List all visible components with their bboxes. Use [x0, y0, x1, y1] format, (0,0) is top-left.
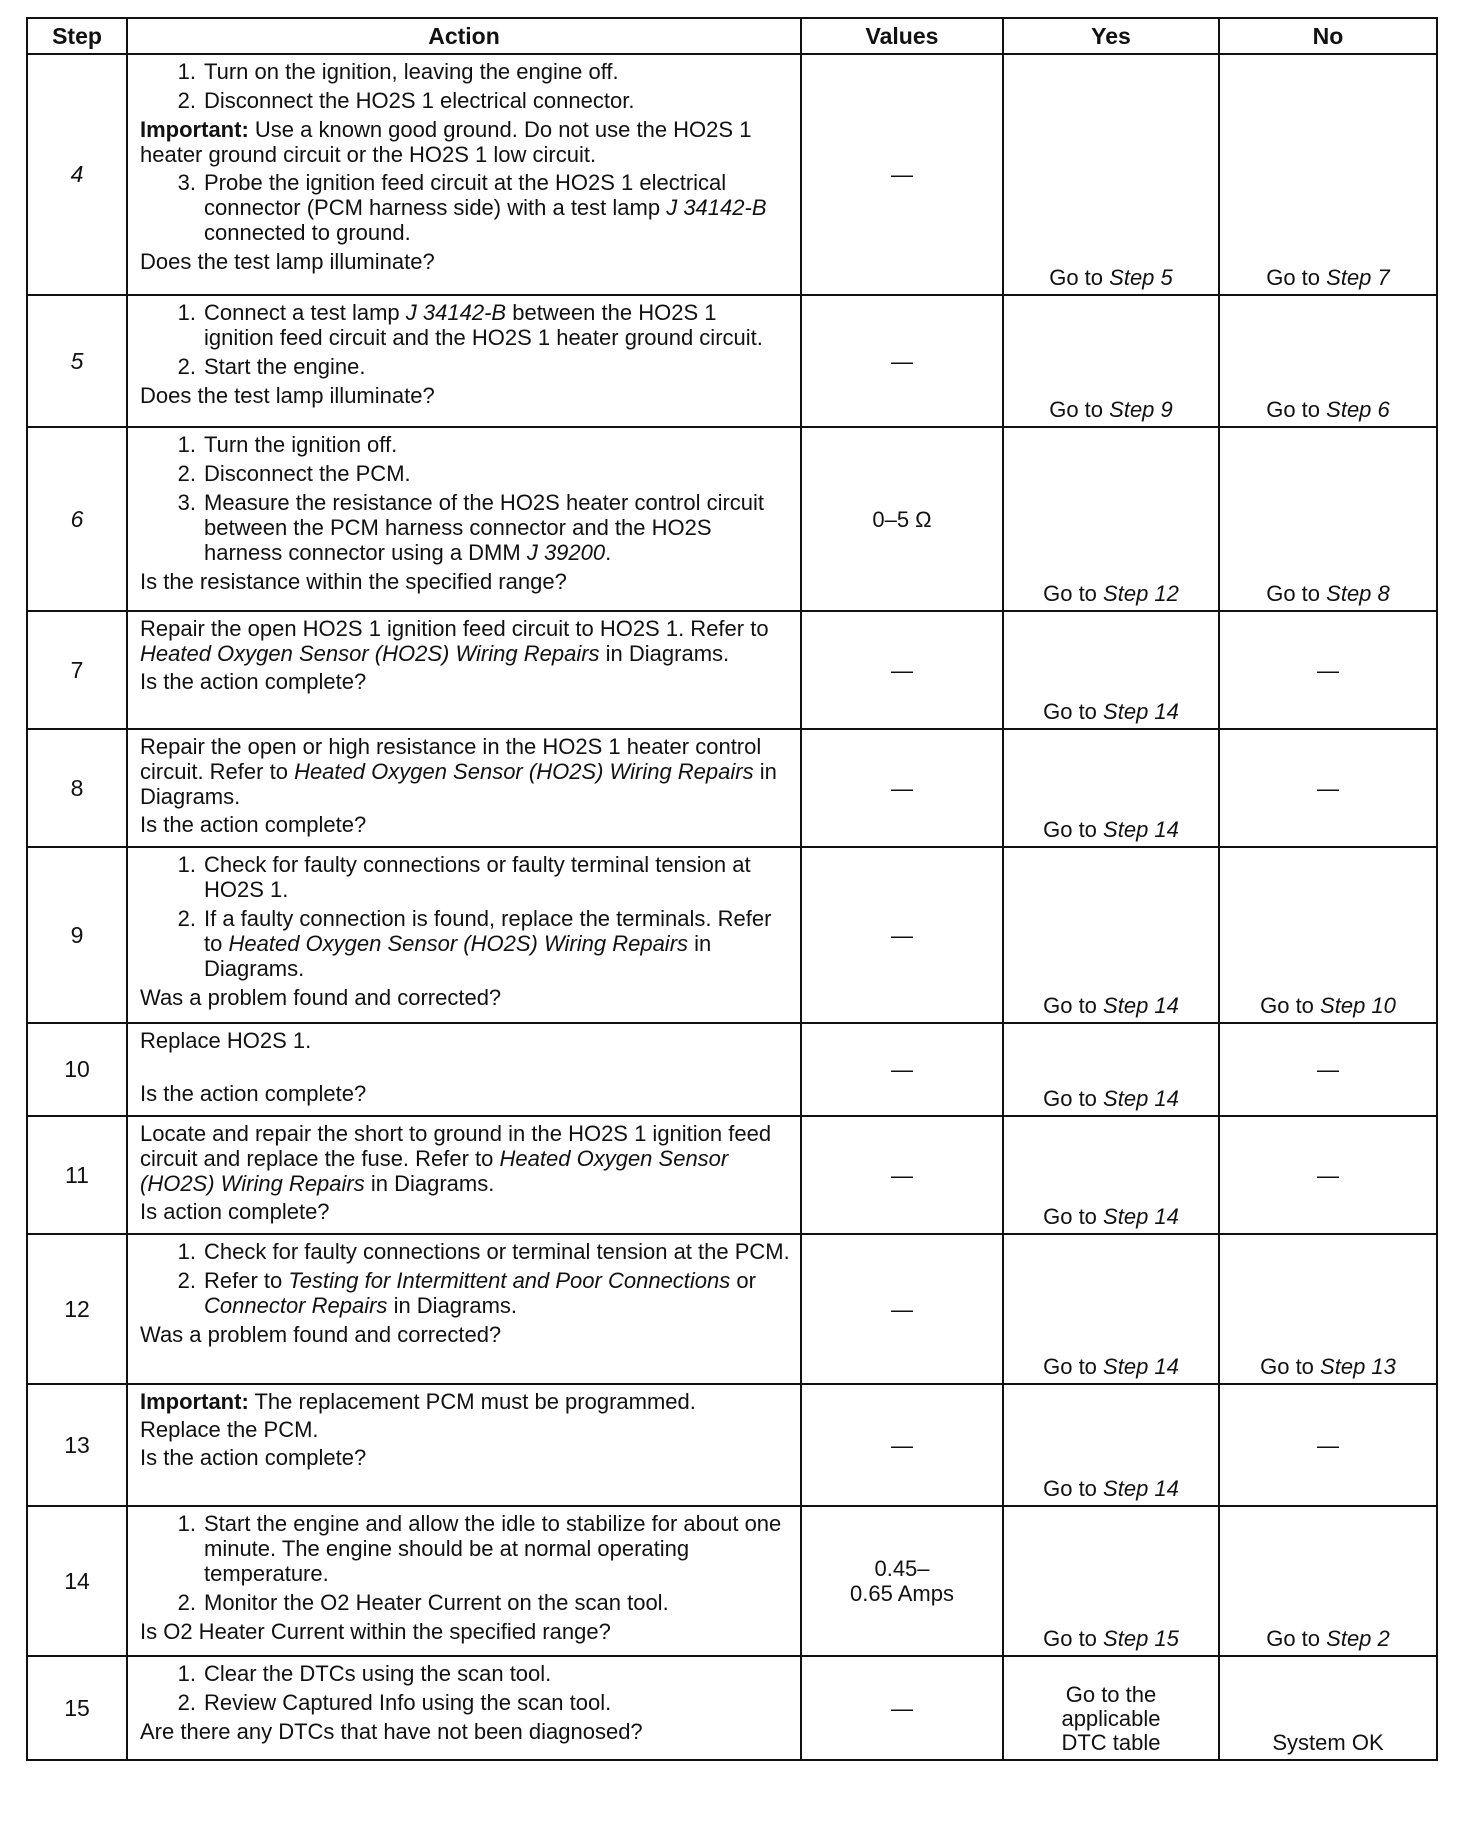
- yes-cell: Go to Step 12: [1003, 427, 1219, 611]
- action-text: Repair the open or high resistance in the HO2S 1 heater control circuit. Refer to Heated Oxygen Sensor (HO2S) Wiring Repairs in Diagrams.: [140, 734, 777, 809]
- yes-cell: Go to Step 14: [1003, 1234, 1219, 1384]
- action-question: Are there any DTCs that have not been diagnosed?: [140, 1719, 643, 1744]
- values-cell: —: [801, 54, 1003, 295]
- action-question: Is the action complete?: [140, 1445, 367, 1470]
- step-number: 5: [27, 295, 127, 427]
- values-cell: —: [801, 1384, 1003, 1506]
- table-row-step-5: [27, 295, 1437, 427]
- no-cell: Go to Step 13: [1219, 1234, 1437, 1384]
- values-cell: —: [801, 295, 1003, 427]
- header-yes: Yes: [1003, 18, 1219, 54]
- action-question: Does the test lamp illuminate?: [140, 383, 435, 408]
- step-number: 14: [27, 1506, 127, 1656]
- important-note: Important: The replacement PCM must be programmed.: [140, 1389, 696, 1414]
- values-cell: —: [801, 1234, 1003, 1384]
- yes-cell: Go to Step 5: [1003, 54, 1219, 295]
- header-no: No: [1219, 18, 1437, 54]
- action-item: 1. Start the engine and allow the idle to stabilize for about one minute. The engine should be at normal operating temperature.: [177, 1511, 782, 1586]
- action-text: Replace HO2S 1.: [140, 1028, 312, 1053]
- yes-cell: Go to Step 14: [1003, 729, 1219, 847]
- action-question: Is the resistance within the specified range?: [140, 569, 567, 594]
- action-item: 2. Disconnect the HO2S 1 electrical connector.: [177, 88, 635, 113]
- action-question: Does the test lamp illuminate?: [140, 249, 435, 274]
- important-note: Important: Use a known good ground. Do not use the HO2S 1 heater ground circuit or the HO2S 1 low circuit.: [140, 117, 752, 167]
- values-cell: —: [801, 1023, 1003, 1116]
- yes-cell: Go to Step 14: [1003, 1116, 1219, 1234]
- action-item: 2. If a faulty connection is found, replace the terminals. Refer to Heated Oxygen Sensor (HO2S) Wiring Repairs in Diagrams.: [177, 906, 772, 981]
- action-item: 1. Turn the ignition off.: [177, 432, 398, 457]
- no-cell: Go to Step 6: [1219, 295, 1437, 427]
- action-question: Is the action complete?: [140, 669, 367, 694]
- yes-cell: Go to Step 14: [1003, 847, 1219, 1023]
- step-number: 12: [27, 1234, 127, 1384]
- values-cell: —: [801, 1116, 1003, 1234]
- yes-cell: Go to Step 9: [1003, 295, 1219, 427]
- action-text: Repair the open HO2S 1 ignition feed circuit to HO2S 1. Refer to Heated Oxygen Sensor (HO2S) Wiring Repairs in Diagrams.: [140, 616, 769, 666]
- action-cell: [127, 1116, 801, 1234]
- step-number: 8: [27, 729, 127, 847]
- table-row-step-7: [27, 611, 1437, 729]
- no-cell: —: [1219, 1116, 1437, 1234]
- action-item: 2. Review Captured Info using the scan tool.: [177, 1690, 612, 1715]
- values-cell: —: [801, 611, 1003, 729]
- header-values: Values: [801, 18, 1003, 54]
- table-row-step-10: [27, 1023, 1437, 1116]
- action-question: Was a problem found and corrected?: [140, 985, 502, 1010]
- values-cell: —: [801, 1656, 1003, 1760]
- values-cell: [801, 1506, 1003, 1656]
- action-cell: [127, 847, 801, 1023]
- values-cell: 0–5 Ω: [801, 427, 1003, 611]
- action-item: 2. Monitor the O2 Heater Current on the scan tool.: [177, 1590, 669, 1615]
- action-item: 1. Turn on the ignition, leaving the engine off.: [177, 59, 619, 84]
- header-action: Action: [127, 18, 801, 54]
- action-cell: [127, 295, 801, 427]
- action-cell: [127, 611, 801, 729]
- step-number: 15: [27, 1656, 127, 1760]
- values-cell: —: [801, 847, 1003, 1023]
- action-item: 2. Refer to Testing for Intermittent and Poor Connections or Connector Repairs in Diagrams.: [177, 1268, 756, 1318]
- no-cell: System OK: [1219, 1656, 1437, 1760]
- action-cell: [127, 1023, 801, 1116]
- table-row-step-9: [27, 847, 1437, 1023]
- action-item: 2. Disconnect the PCM.: [177, 461, 411, 486]
- step-number: 7: [27, 611, 127, 729]
- table-row-step-4: [27, 54, 1437, 295]
- no-cell: —: [1219, 1384, 1437, 1506]
- yes-cell: Go to the applicable DTC table: [1003, 1656, 1219, 1760]
- header-row: [27, 18, 1437, 54]
- yes-cell: Go to Step 14: [1003, 611, 1219, 729]
- yes-cell: Go to Step 15: [1003, 1506, 1219, 1656]
- table-row-step-13: [27, 1384, 1437, 1506]
- no-cell: —: [1219, 611, 1437, 729]
- values-cell: —: [801, 729, 1003, 847]
- action-text: Locate and repair the short to ground in the HO2S 1 ignition feed circuit and replace the fuse. Refer to Heated Oxygen Sensor (HO2S) Wiring Repairs in Diagrams.: [140, 1121, 772, 1196]
- action-question: Was a problem found and corrected?: [140, 1322, 502, 1347]
- step-number: 9: [27, 847, 127, 1023]
- step-number: 4: [27, 54, 127, 295]
- table-row-step-15: [27, 1656, 1437, 1760]
- values-line: 0.65 Amps: [850, 1581, 954, 1606]
- diagnostic-table-sheet: [26, 17, 1436, 1761]
- no-cell: —: [1219, 729, 1437, 847]
- action-cell: [127, 427, 801, 611]
- no-cell: Go to Step 2: [1219, 1506, 1437, 1656]
- diagnostic-table: [26, 17, 1438, 1761]
- action-text: Replace the PCM.: [140, 1417, 319, 1442]
- action-cell: [127, 729, 801, 847]
- yes-cell: Go to Step 14: [1003, 1384, 1219, 1506]
- action-item: 3. Measure the resistance of the HO2S heater control circuit between the PCM harness connector and the HO2S harness connector using a DMM J 39200.: [177, 490, 765, 565]
- action-question: Is O2 Heater Current within the specified range?: [140, 1619, 611, 1644]
- action-item: 1. Check for faulty connections or faulty terminal tension at HO2S 1.: [177, 852, 751, 902]
- action-item: 1. Connect a test lamp J 34142-B between the HO2S 1 ignition feed circuit and the HO2S 1 heater ground circuit.: [177, 300, 763, 350]
- table-row-step-6: [27, 427, 1437, 611]
- no-cell: Go to Step 7: [1219, 54, 1437, 295]
- action-cell: [127, 1656, 801, 1760]
- no-cell: Go to Step 8: [1219, 427, 1437, 611]
- action-cell: [127, 1506, 801, 1656]
- action-cell: [127, 54, 801, 295]
- action-cell: [127, 1234, 801, 1384]
- step-number: 13: [27, 1384, 127, 1506]
- action-question: Is the action complete?: [140, 812, 367, 837]
- action-item: 2. Start the engine.: [177, 354, 366, 379]
- action-question: Is the action complete?: [140, 1081, 367, 1106]
- no-cell: Go to Step 10: [1219, 847, 1437, 1023]
- header-step: Step: [27, 18, 127, 54]
- action-question: Is action complete?: [140, 1199, 330, 1224]
- values-line: 0.45–: [874, 1556, 930, 1581]
- step-number: 10: [27, 1023, 127, 1116]
- table-row-step-12: [27, 1234, 1437, 1384]
- step-number: 11: [27, 1116, 127, 1234]
- yes-cell: Go to Step 14: [1003, 1023, 1219, 1116]
- step-number: 6: [27, 427, 127, 611]
- action-item: 3. Probe the ignition feed circuit at the HO2S 1 electrical connector (PCM harness side) with a test lamp J 34142-B connected to ground.: [177, 170, 767, 245]
- action-item: 1. Clear the DTCs using the scan tool.: [177, 1661, 552, 1686]
- table-row-step-14: [27, 1506, 1437, 1656]
- table-row-step-11: [27, 1116, 1437, 1234]
- action-cell: [127, 1384, 801, 1506]
- no-cell: —: [1219, 1023, 1437, 1116]
- action-item: 1. Check for faulty connections or terminal tension at the PCM.: [177, 1239, 790, 1264]
- table-row-step-8: [27, 729, 1437, 847]
